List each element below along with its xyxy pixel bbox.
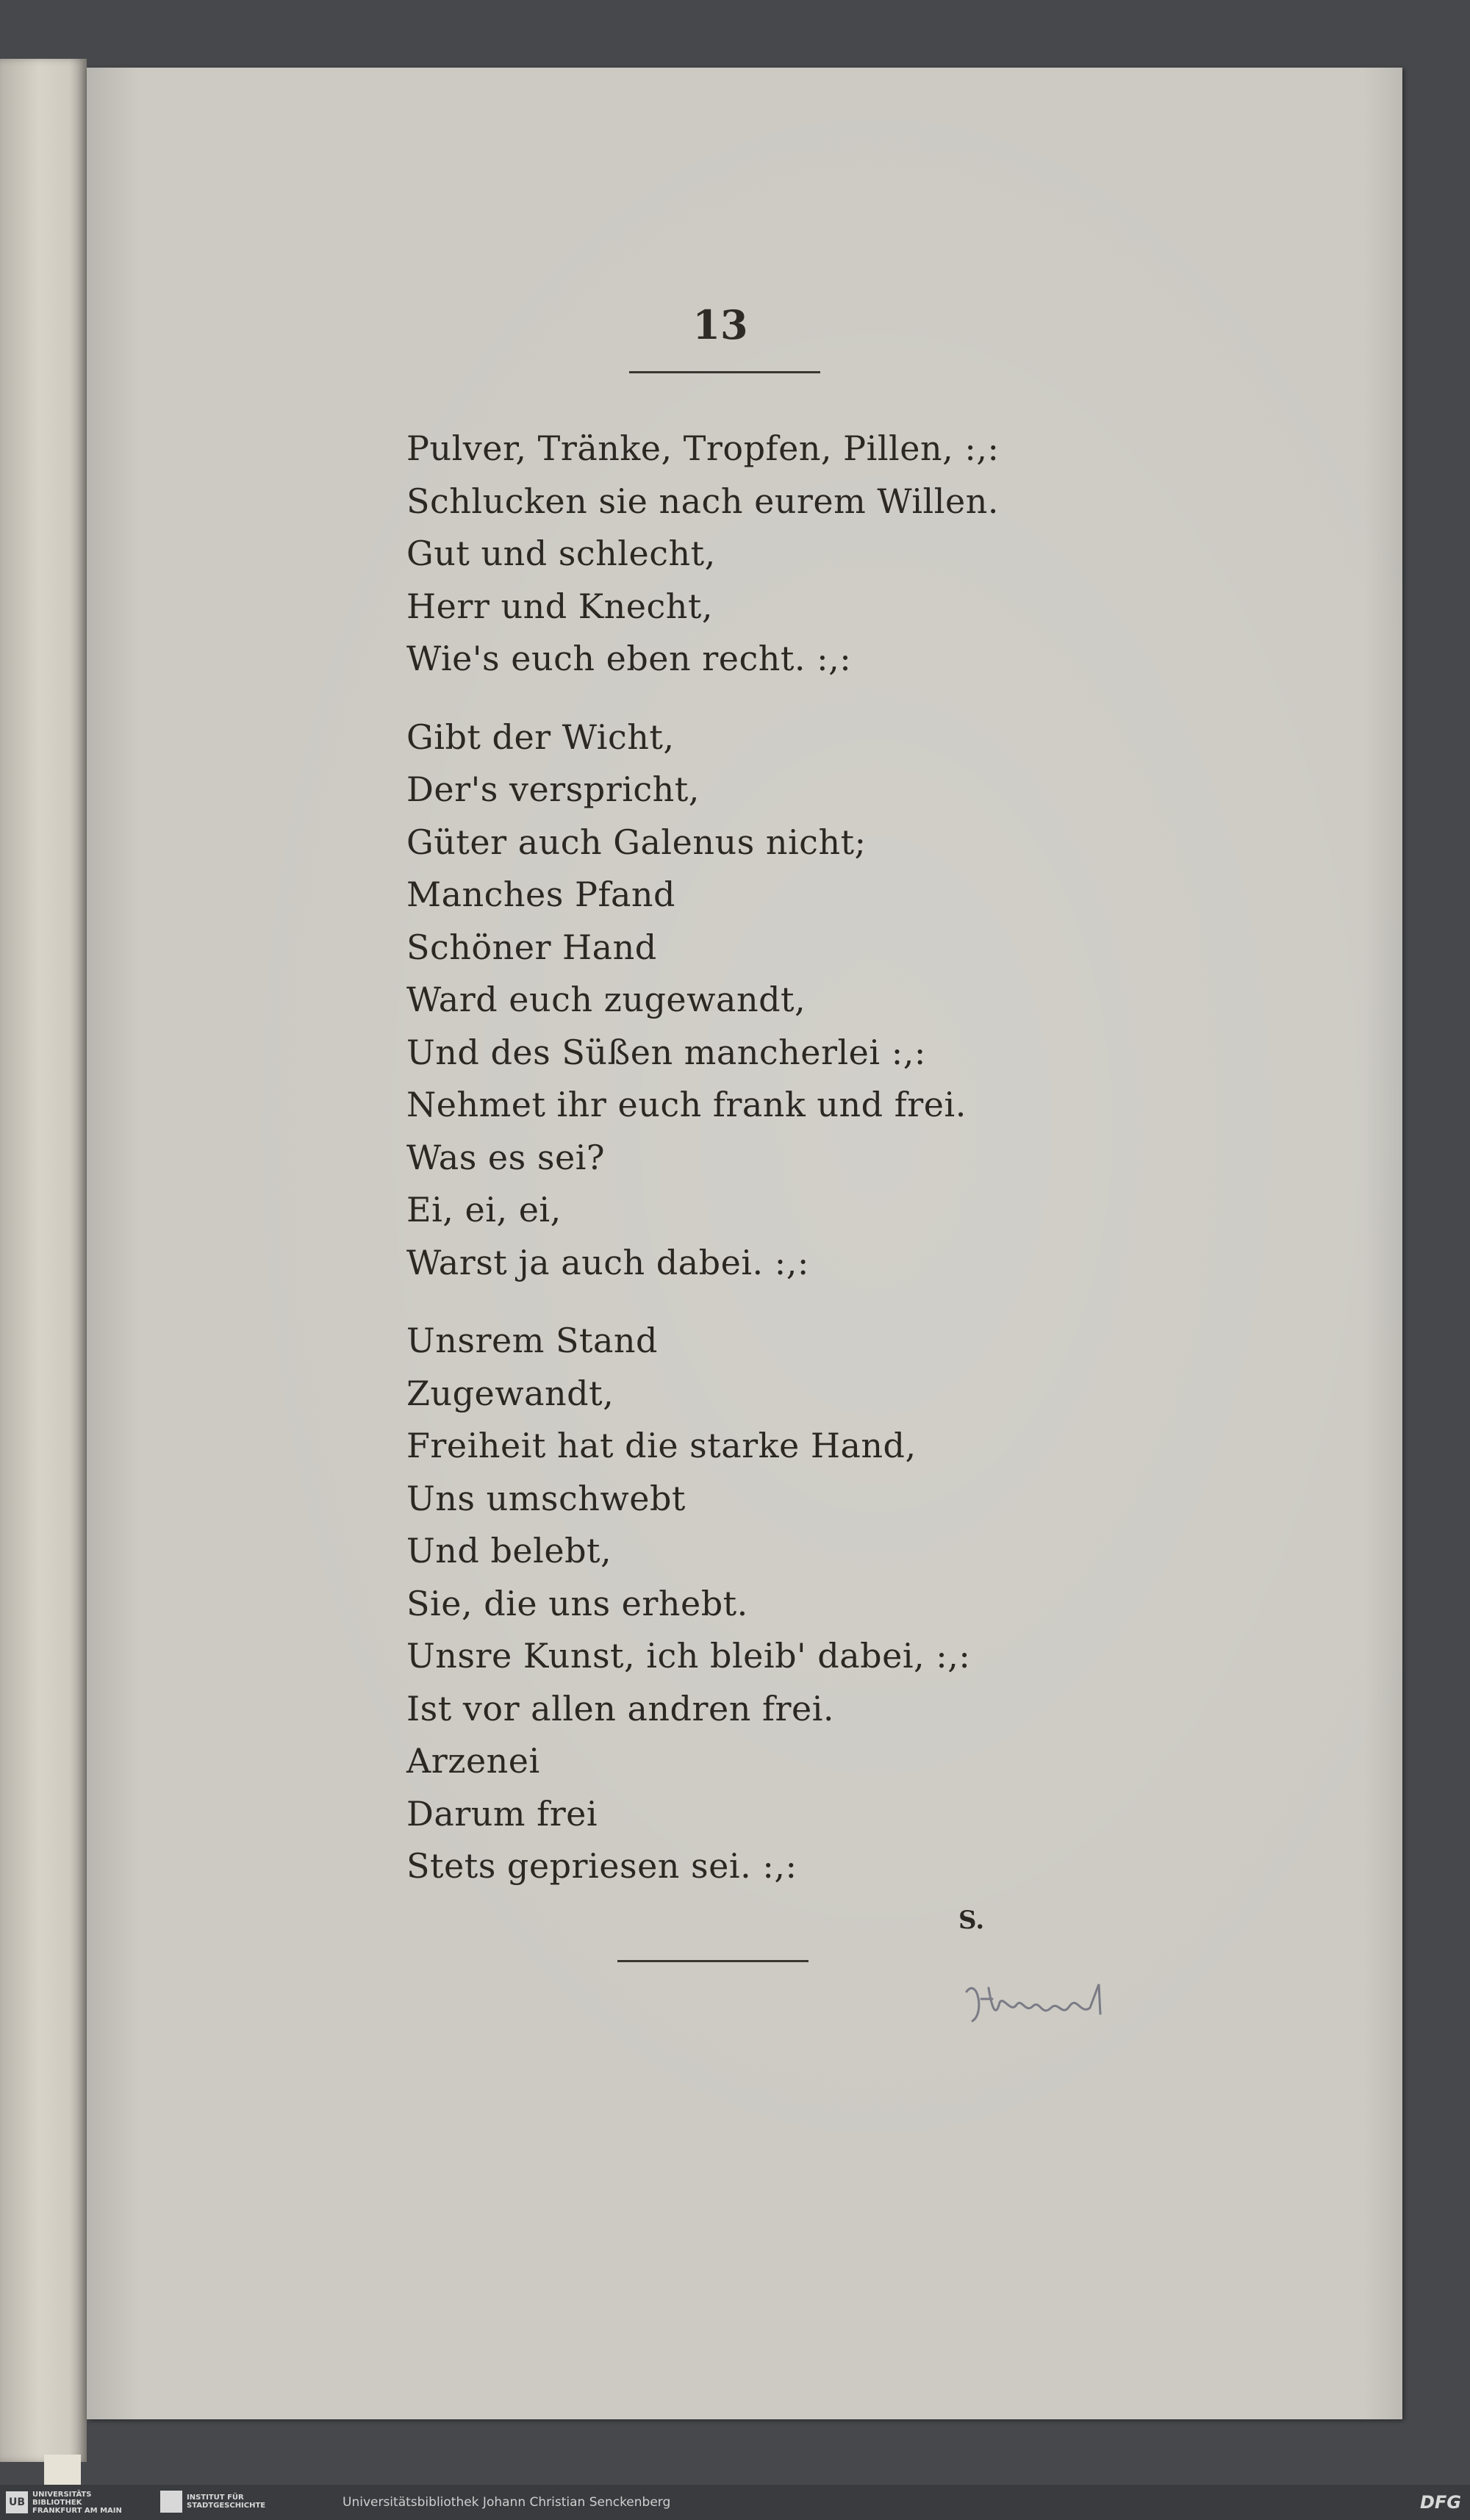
top-rule <box>629 371 820 373</box>
poem-line: Zugewandt, <box>406 1373 614 1413</box>
ub-text-line: UNIVERSITÄTS <box>32 2490 92 2499</box>
poem-line: Ward euch zugewandt, <box>406 980 806 1019</box>
inst-text-line: INSTITUT FÜR <box>187 2494 244 2502</box>
stanza-3 <box>406 1315 1141 1893</box>
poem-line: Ist vor allen andren frei. <box>406 1688 835 1729</box>
poem-line: Wie's euch eben recht. :,: <box>406 639 852 678</box>
page-number: 13 <box>692 301 748 348</box>
institute-logo-mark <box>160 2491 182 2513</box>
poem-line: Und belebt, <box>406 1531 612 1570</box>
poem-line: Sie, die uns erhebt. <box>406 1583 748 1623</box>
poem-line: Freiheit hat die starke Hand, <box>406 1426 917 1465</box>
library-credit: Universitätsbibliothek Johann Christian Senckenberg <box>343 2495 671 2510</box>
poem-line: Gut und schlecht, <box>406 534 716 573</box>
poem-line: Schlucken sie nach eurem Willen. <box>406 481 999 521</box>
poem-line: Pulver, Tränke, Tropfen, Pillen, :,: <box>406 428 1000 468</box>
poem-line: Stets gepriesen sei. :,: <box>406 1846 797 1886</box>
poem-line: Unsrem Stand <box>406 1321 658 1360</box>
ub-logo-text <box>32 2491 122 2515</box>
stanza-2 <box>406 711 1141 1290</box>
inst-text-line: STADTGESCHICHTE <box>187 2502 266 2510</box>
left-page-edge <box>0 59 87 2462</box>
poem-line: Darum frei <box>406 1793 598 1834</box>
poem-line: Schöner Hand <box>406 927 657 967</box>
poem-line: Ei, ei, ei, <box>406 1190 562 1230</box>
poem-line: Herr und Knecht, <box>406 586 713 626</box>
poem-line: Uns umschwebt <box>406 1478 686 1518</box>
poem <box>406 423 1141 1893</box>
poem-line: Der's verspricht, <box>406 769 700 809</box>
ub-logo-mark: UB <box>6 2491 28 2513</box>
poem-line: Güter auch Galenus nicht; <box>406 822 867 862</box>
poem-line: Warst ja auch dabei. :,: <box>406 1242 809 1282</box>
handwritten-annotation-icon <box>959 1970 1114 2036</box>
ub-text-line: FRANKFURT AM MAIN <box>32 2506 122 2515</box>
poem-line: Unsre Kunst, ich bleib' dabei, :,: <box>406 1636 971 1676</box>
poem-line: Und des Süßen mancherlei :,: <box>406 1032 926 1072</box>
institute-logo-text <box>187 2494 265 2510</box>
stanza-1 <box>406 423 1141 686</box>
ub-logo <box>6 2491 122 2514</box>
poem-line: Arzenei <box>406 1741 540 1781</box>
author-signature: S. <box>958 1906 985 1935</box>
poem-line: Gibt der Wicht, <box>406 717 675 757</box>
dfg-logo: DFG <box>1419 2492 1461 2513</box>
footer-bar <box>0 2485 1470 2520</box>
bottom-rule <box>617 1960 808 1962</box>
poem-line: Manches Pfand <box>406 875 675 914</box>
ub-text-line: BIBLIOTHEK <box>32 2498 82 2507</box>
poem-line: Nehmet ihr euch frank und frei. <box>406 1085 967 1124</box>
poem-line: Was es sei? <box>406 1137 606 1177</box>
institute-logo <box>160 2491 265 2513</box>
